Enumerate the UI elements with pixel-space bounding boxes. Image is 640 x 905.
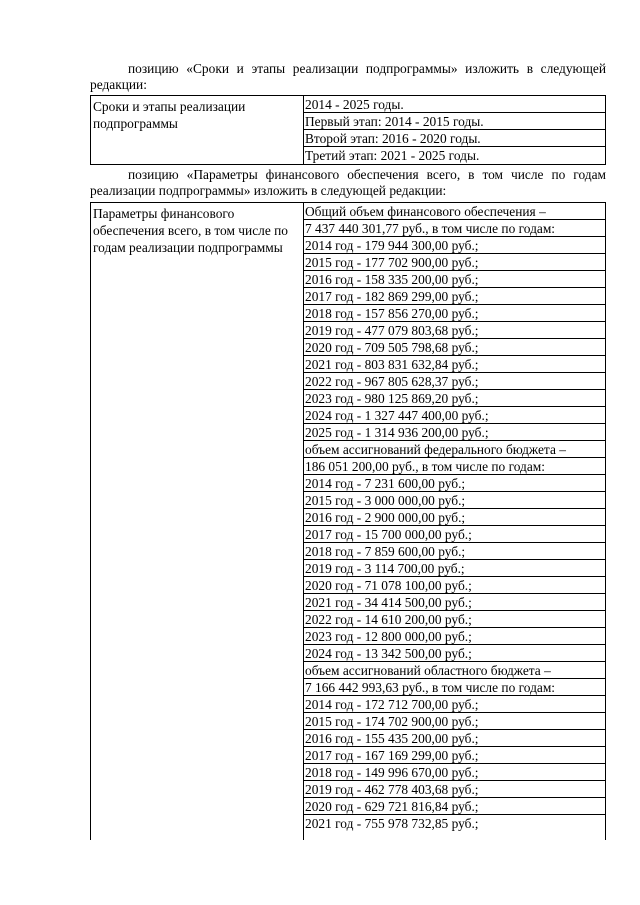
paragraph2-text: позицию «Параметры финансового обеспечения всего, в том числе по годам реализации подпрограммы» изложить в следующей редакции: [90,167,606,198]
deadlines-table [90,95,606,165]
finance-line: 2015 год - 3 000 000,00 руб.; [304,492,605,509]
intro-paragraph-finance [90,167,606,199]
finance-line: 2018 год - 149 996 670,00 руб.; [304,764,605,781]
finance-line: 7 437 440 301,77 руб., в том числе по годам: [304,220,605,237]
finance-line: 2017 год - 167 169 299,00 руб.; [304,747,605,764]
finance-line: 2016 год - 155 435 200,00 руб.; [304,730,605,747]
finance-line: 2020 год - 709 505 798,68 руб.; [304,339,605,356]
finance-line: 2017 год - 182 869 299,00 руб.; [304,288,605,305]
table1-line: Первый этап: 2014 - 2015 годы. [304,113,605,130]
table1-line: Третий этап: 2021 - 2025 годы. [305,148,480,163]
intro-paragraph-deadlines [90,61,606,93]
paragraph1-text: позицию «Сроки и этапы реализации подпрограммы» изложить в следующей редакции: [90,61,606,92]
finance-line: Общий объем финансового обеспечения – [304,203,605,220]
deadlines-label-cell: Сроки и этапы реализации подпрограммы [91,96,304,164]
table1-line: Второй этап: 2016 - 2020 годы. [304,130,605,147]
finance-line: 2014 год - 172 712 700,00 руб.; [304,696,605,713]
finance-table [90,202,606,840]
finance-line: 2024 год - 13 342 500,00 руб.; [304,645,605,662]
finance-line: 2019 год - 477 079 803,68 руб.; [304,322,605,339]
finance-line: 2022 год - 14 610 200,00 руб.; [304,611,605,628]
finance-line: 2022 год - 967 805 628,37 руб.; [304,373,605,390]
finance-line: 2018 год - 157 856 270,00 руб.; [304,305,605,322]
finance-line: 2014 год - 7 231 600,00 руб.; [304,475,605,492]
finance-line: объем ассигнований областного бюджета – [304,662,605,679]
finance-line: 2023 год - 980 125 869,20 руб.; [304,390,605,407]
finance-line: 2019 год - 462 778 403,68 руб.; [304,781,605,798]
finance-line: 2024 год - 1 327 447 400,00 руб.; [304,407,605,424]
finance-line: 2025 год - 1 314 936 200,00 руб.; [304,424,605,441]
deadlines-value-cell [304,96,605,164]
finance-line: 2016 год - 158 335 200,00 руб.; [304,271,605,288]
finance-line: 2018 год - 7 859 600,00 руб.; [304,543,605,560]
finance-line: объем ассигнований федерального бюджета – [304,441,605,458]
finance-line: 2021 год - 34 414 500,00 руб.; [304,594,605,611]
finance-line: 2019 год - 3 114 700,00 руб.; [304,560,605,577]
finance-line: 2016 год - 2 900 000,00 руб.; [304,509,605,526]
finance-line: 2020 год - 71 078 100,00 руб.; [304,577,605,594]
finance-line: 7 166 442 993,63 руб., в том числе по годам: [304,679,605,696]
finance-label-cell: Параметры финансового обеспечения всего, в том числе по годам реализации подпрограммы [91,203,304,840]
finance-value-cell [304,203,605,832]
finance-line: 186 051 200,00 руб., в том числе по годам: [304,458,605,475]
finance-line: 2015 год - 177 702 900,00 руб.; [304,254,605,271]
finance-line: 2021 год - 803 831 632,84 руб.; [304,356,605,373]
table1-line: 2014 - 2025 годы. [304,96,605,113]
finance-line: 2023 год - 12 800 000,00 руб.; [304,628,605,645]
finance-line: 2017 год - 15 700 000,00 руб.; [304,526,605,543]
finance-line: 2014 год - 179 944 300,00 руб.; [304,237,605,254]
finance-line: 2021 год - 755 978 732,85 руб.; [305,816,479,831]
finance-line: 2015 год - 174 702 900,00 руб.; [304,713,605,730]
finance-line: 2020 год - 629 721 816,84 руб.; [304,798,605,815]
